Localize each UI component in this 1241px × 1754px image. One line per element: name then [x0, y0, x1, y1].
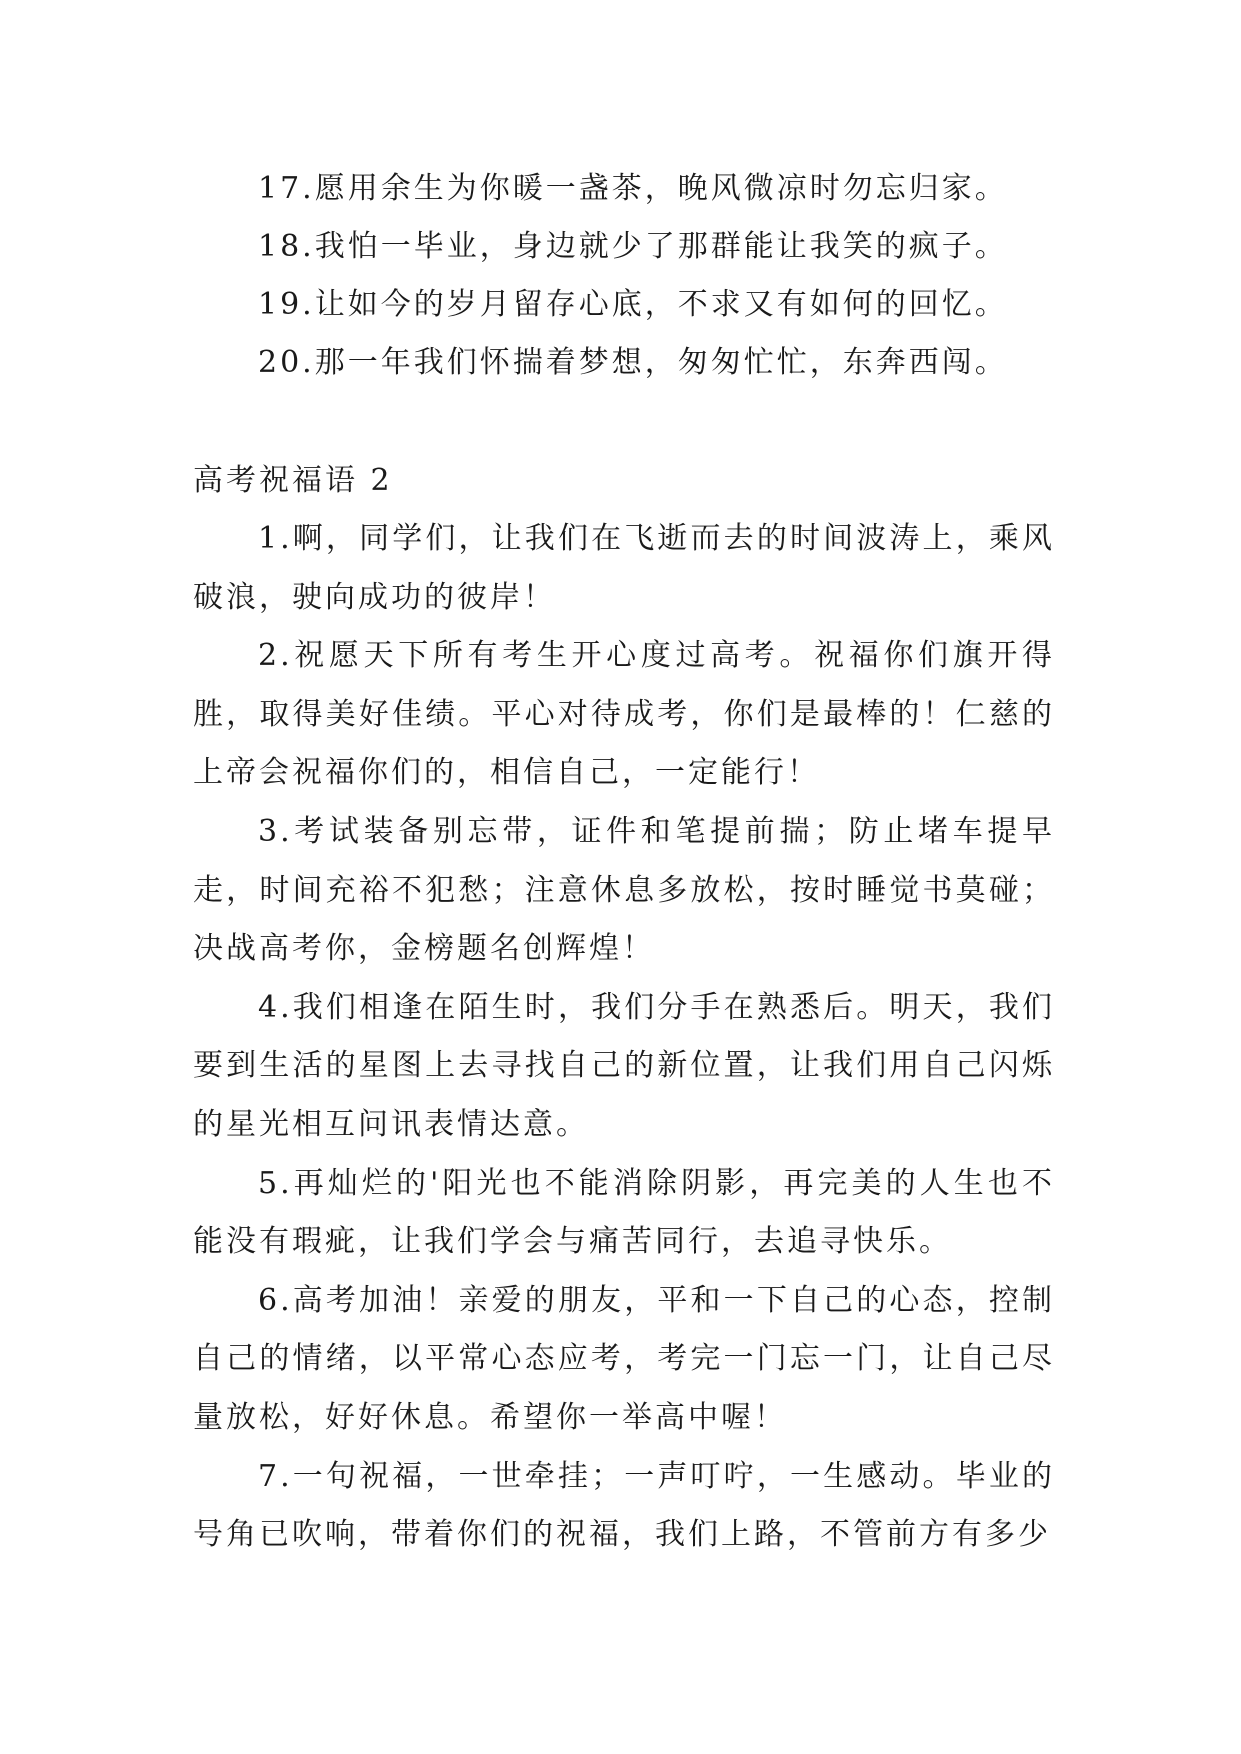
wish-list-continued: [258, 160, 1158, 392]
paragraph: 6.高考加油！亲爱的朋友，平和一下自己的心态，控制自己的情绪，以平常心态应考，考完一门忘一门，让自己尽量放松，好好休息。希望你一举高中喔！: [193, 1282, 1055, 1435]
paragraph: 4.我们相逢在陌生时，我们分手在熟悉后。明天，我们要到生活的星图上去寻找自己的新位置，让我们用自己闪烁的星光相互问讯表情达意。: [193, 989, 1055, 1142]
list-item: 20.那一年我们怀揣着梦想，匆匆忙忙，东奔西闯。: [258, 345, 1008, 380]
list-item: 19.让如今的岁月留存心底，不求又有如何的回忆。: [258, 287, 1008, 322]
list-item: 17.愿用余生为你暖一盏茶，晚风微凉时勿忘归家。: [258, 171, 1008, 206]
paragraph: 1.啊，同学们，让我们在飞逝而去的时间波涛上，乘风破浪，驶向成功的彼岸！: [193, 521, 1055, 615]
paragraph: 3.考试装备别忘带，证件和笔提前揣；防止堵车提早走，时间充裕不犯愁；注意休息多放松，按时睡觉书莫碰；决战高考你，金榜题名创辉煌！: [193, 813, 1055, 967]
paragraph: 5.再灿烂的'阳光也不能消除阴影，再完美的人生也不能没有瑕疵，让我们学会与痛苦同行，去追寻快乐。: [193, 1165, 1055, 1260]
paragraph: 7.一句祝福，一世牵挂；一声叮咛，一生感动。毕业的号角已吹响，带着你们的祝福，我们上路，不管前方有多少: [193, 1458, 1055, 1553]
section-heading: 高考祝福语 2: [193, 463, 393, 498]
wish-paragraphs: [193, 510, 1055, 1565]
paragraph: 2.祝愿天下所有考生开心度过高考。祝福你们旗开得胜，取得美好佳绩。平心对待成考，你们是最棒的！仁慈的上帝会祝福你们的，相信自己，一定能行！: [193, 638, 1055, 791]
list-item: 18.我怕一毕业，身边就少了那群能让我笑的疯子。: [258, 229, 1008, 264]
